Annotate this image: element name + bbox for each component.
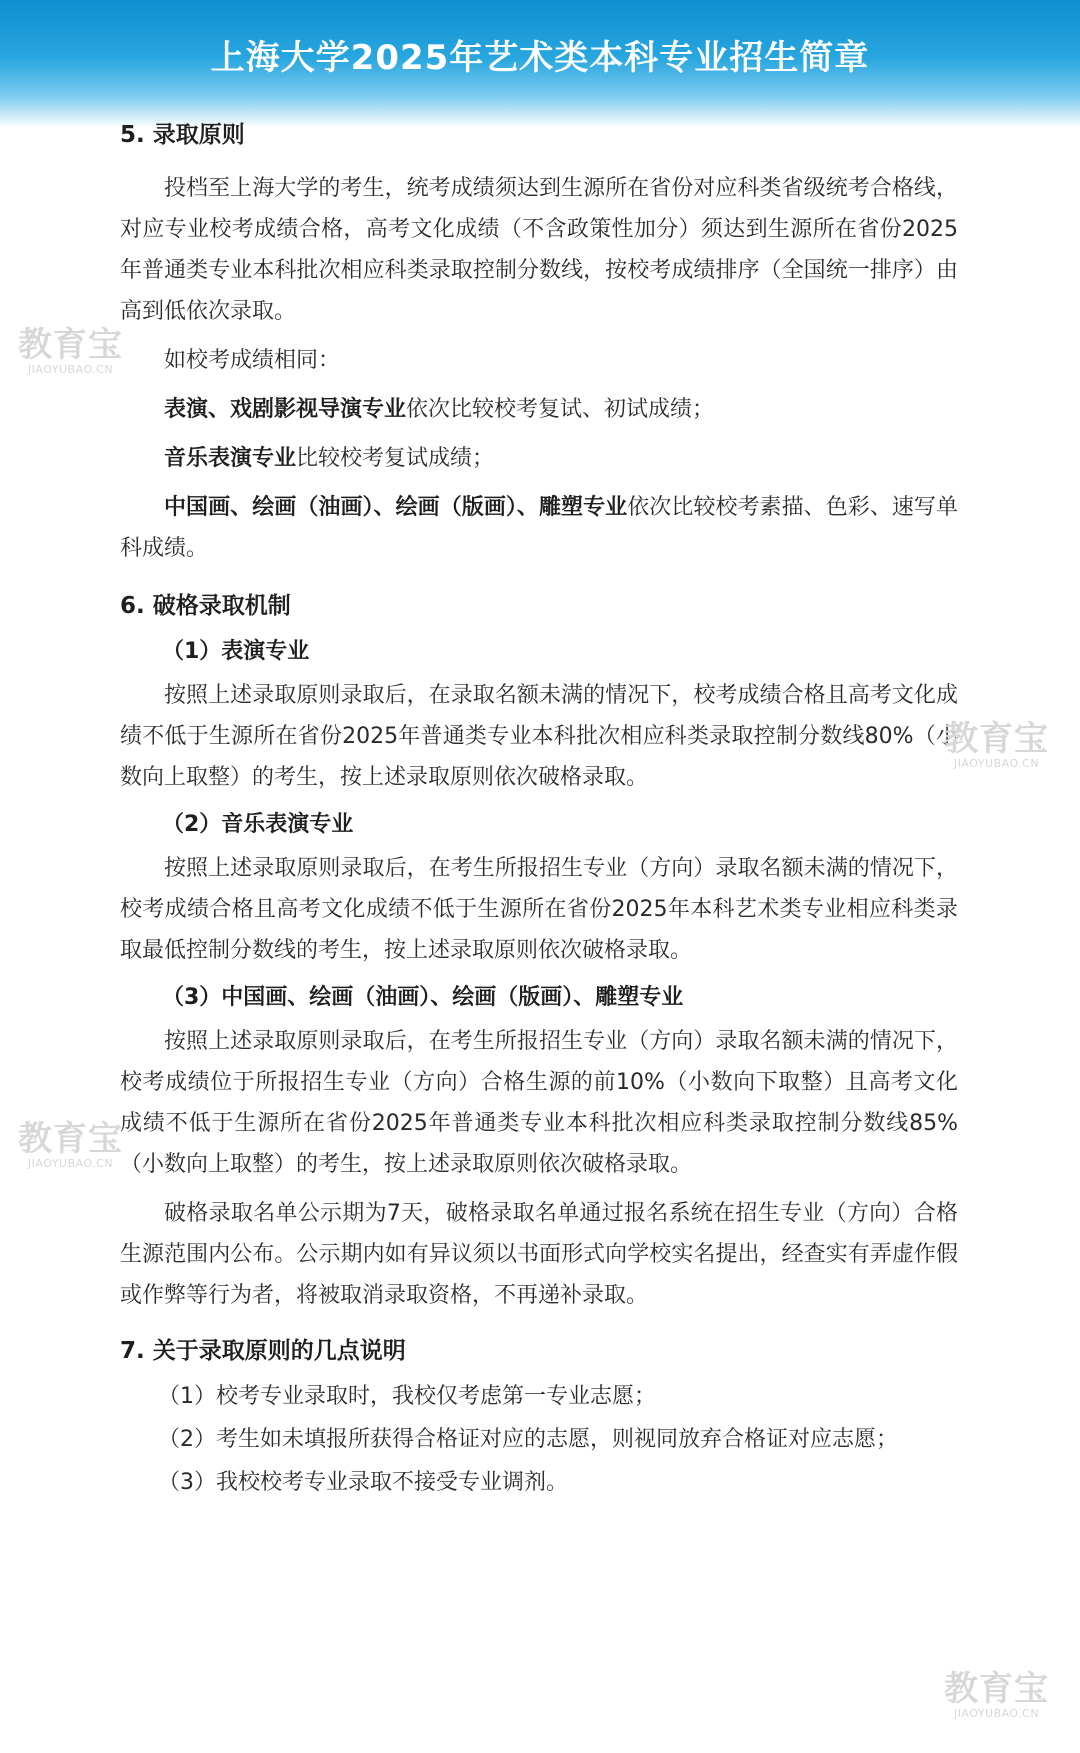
- section-5-paragraph-5: [120, 487, 958, 569]
- watermark-logo: [18, 1119, 123, 1170]
- section-6-paragraph-1: 按照上述录取原则录取后，在录取名额未满的情况下，校考成绩合格且高考文化成绩不低于生源所在省份2025年普通类专业本科批次相应科类录取控制分数线80%（小数向上取整）的考生，按上述录取原则依次破格录取。: [120, 683, 958, 790]
- list-item: （2）考生如未填报所获得合格证对应的志愿，则视同放弃合格证对应志愿；: [158, 1427, 898, 1452]
- section-6-sub-1: （1）表演专业: [162, 639, 310, 664]
- section-5-paragraph-2: 如校考成绩相同：: [164, 348, 341, 373]
- list-item: （1）校考专业录取时，我校仅考虑第一专业志愿；: [158, 1384, 656, 1409]
- header-banner: [0, 0, 1080, 128]
- section-6-paragraph-2: 按照上述录取原则录取后，在考生所报招生专业（方向）录取名额未满的情况下，校考成绩合格且高考文化成绩不低于生源所在省份2025年本科艺术类专业相应科类录取最低控制分数线的考生，按上述录取原则依次破格录取。: [120, 856, 958, 963]
- watermark-cn: 教育宝: [944, 719, 1049, 759]
- watermark-cn: 教育宝: [18, 1119, 123, 1159]
- section-5-paragraph-4: [120, 438, 958, 479]
- section-6-sub-3: （3）中国画、绘画（油画）、绘画（版画）、雕塑专业: [162, 985, 684, 1010]
- watermark-en: JIAOYUBAO.CN: [953, 1707, 1040, 1720]
- watermark-en: JIAOYUBAO.CN: [27, 1157, 114, 1170]
- watermark-logo: [944, 719, 1049, 770]
- major-label-performance: 表演、戏剧影视导演专业: [164, 397, 407, 422]
- section-5-paragraph-1: 投档至上海大学的考生，统考成绩须达到生源所在省份对应科类省级统考合格线，对应专业校考成绩合格，高考文化成绩（不含政策性加分）须达到生源所在省份2025年普通类专业本科批次相应科类录取控制分数线，按校考成绩排序（全国统一排序）由高到低依次录取。: [120, 176, 958, 324]
- rule-text: 比较校考复试成绩；: [296, 446, 495, 471]
- rule-text: 依次比较校考素描、色彩、速写单科成绩。: [120, 495, 958, 561]
- section-6-sub-2: （2）音乐表演专业: [162, 812, 354, 837]
- list-item: （3）我校校考专业录取不接受专业调剂。: [158, 1470, 568, 1495]
- watermark-logo: [18, 325, 123, 376]
- section-5-paragraph-3: [120, 389, 958, 430]
- page-title: 上海大学2025年艺术类本科专业招生简章: [210, 38, 870, 78]
- watermark-cn: 教育宝: [944, 1669, 1049, 1709]
- watermark-en: JIAOYUBAO.CN: [953, 757, 1040, 770]
- rule-text: 依次比较校考复试、初试成绩；: [406, 397, 715, 422]
- watermark-en: JIAOYUBAO.CN: [27, 363, 114, 376]
- section-7-heading: 7. 关于录取原则的几点说明: [120, 1338, 406, 1364]
- major-label-fine-arts: 中国画、绘画（油画）、绘画（版画）、雕塑专业: [164, 495, 628, 520]
- section-6-paragraph-4: 破格录取名单公示期为7天，破格录取名单通过报名系统在招生专业（方向）合格生源范围内公布。公示期内如有异议须以书面形式向学校实名提出，经查实有弄虚作假或作弊等行为者，将被取消录取资格，不再递补录取。: [120, 1201, 958, 1308]
- major-label-music: 音乐表演专业: [164, 446, 297, 471]
- section-6-heading: 6. 破格录取机制: [120, 593, 291, 619]
- document-body: [120, 122, 958, 1503]
- watermark-logo: [944, 1669, 1049, 1720]
- section-5-heading: 5. 录取原则: [120, 122, 245, 148]
- watermark-cn: 教育宝: [18, 325, 123, 365]
- section-6-paragraph-3: 按照上述录取原则录取后，在考生所报招生专业（方向）录取名额未满的情况下，校考成绩位于所报招生专业（方向）合格生源的前10%（小数向下取整）且高考文化成绩不低于生源所在省份2025年普通类专业本科批次相应科类录取控制分数线85%（小数向上取整）的考生，按上述录取原则依次破格录取。: [120, 1029, 958, 1177]
